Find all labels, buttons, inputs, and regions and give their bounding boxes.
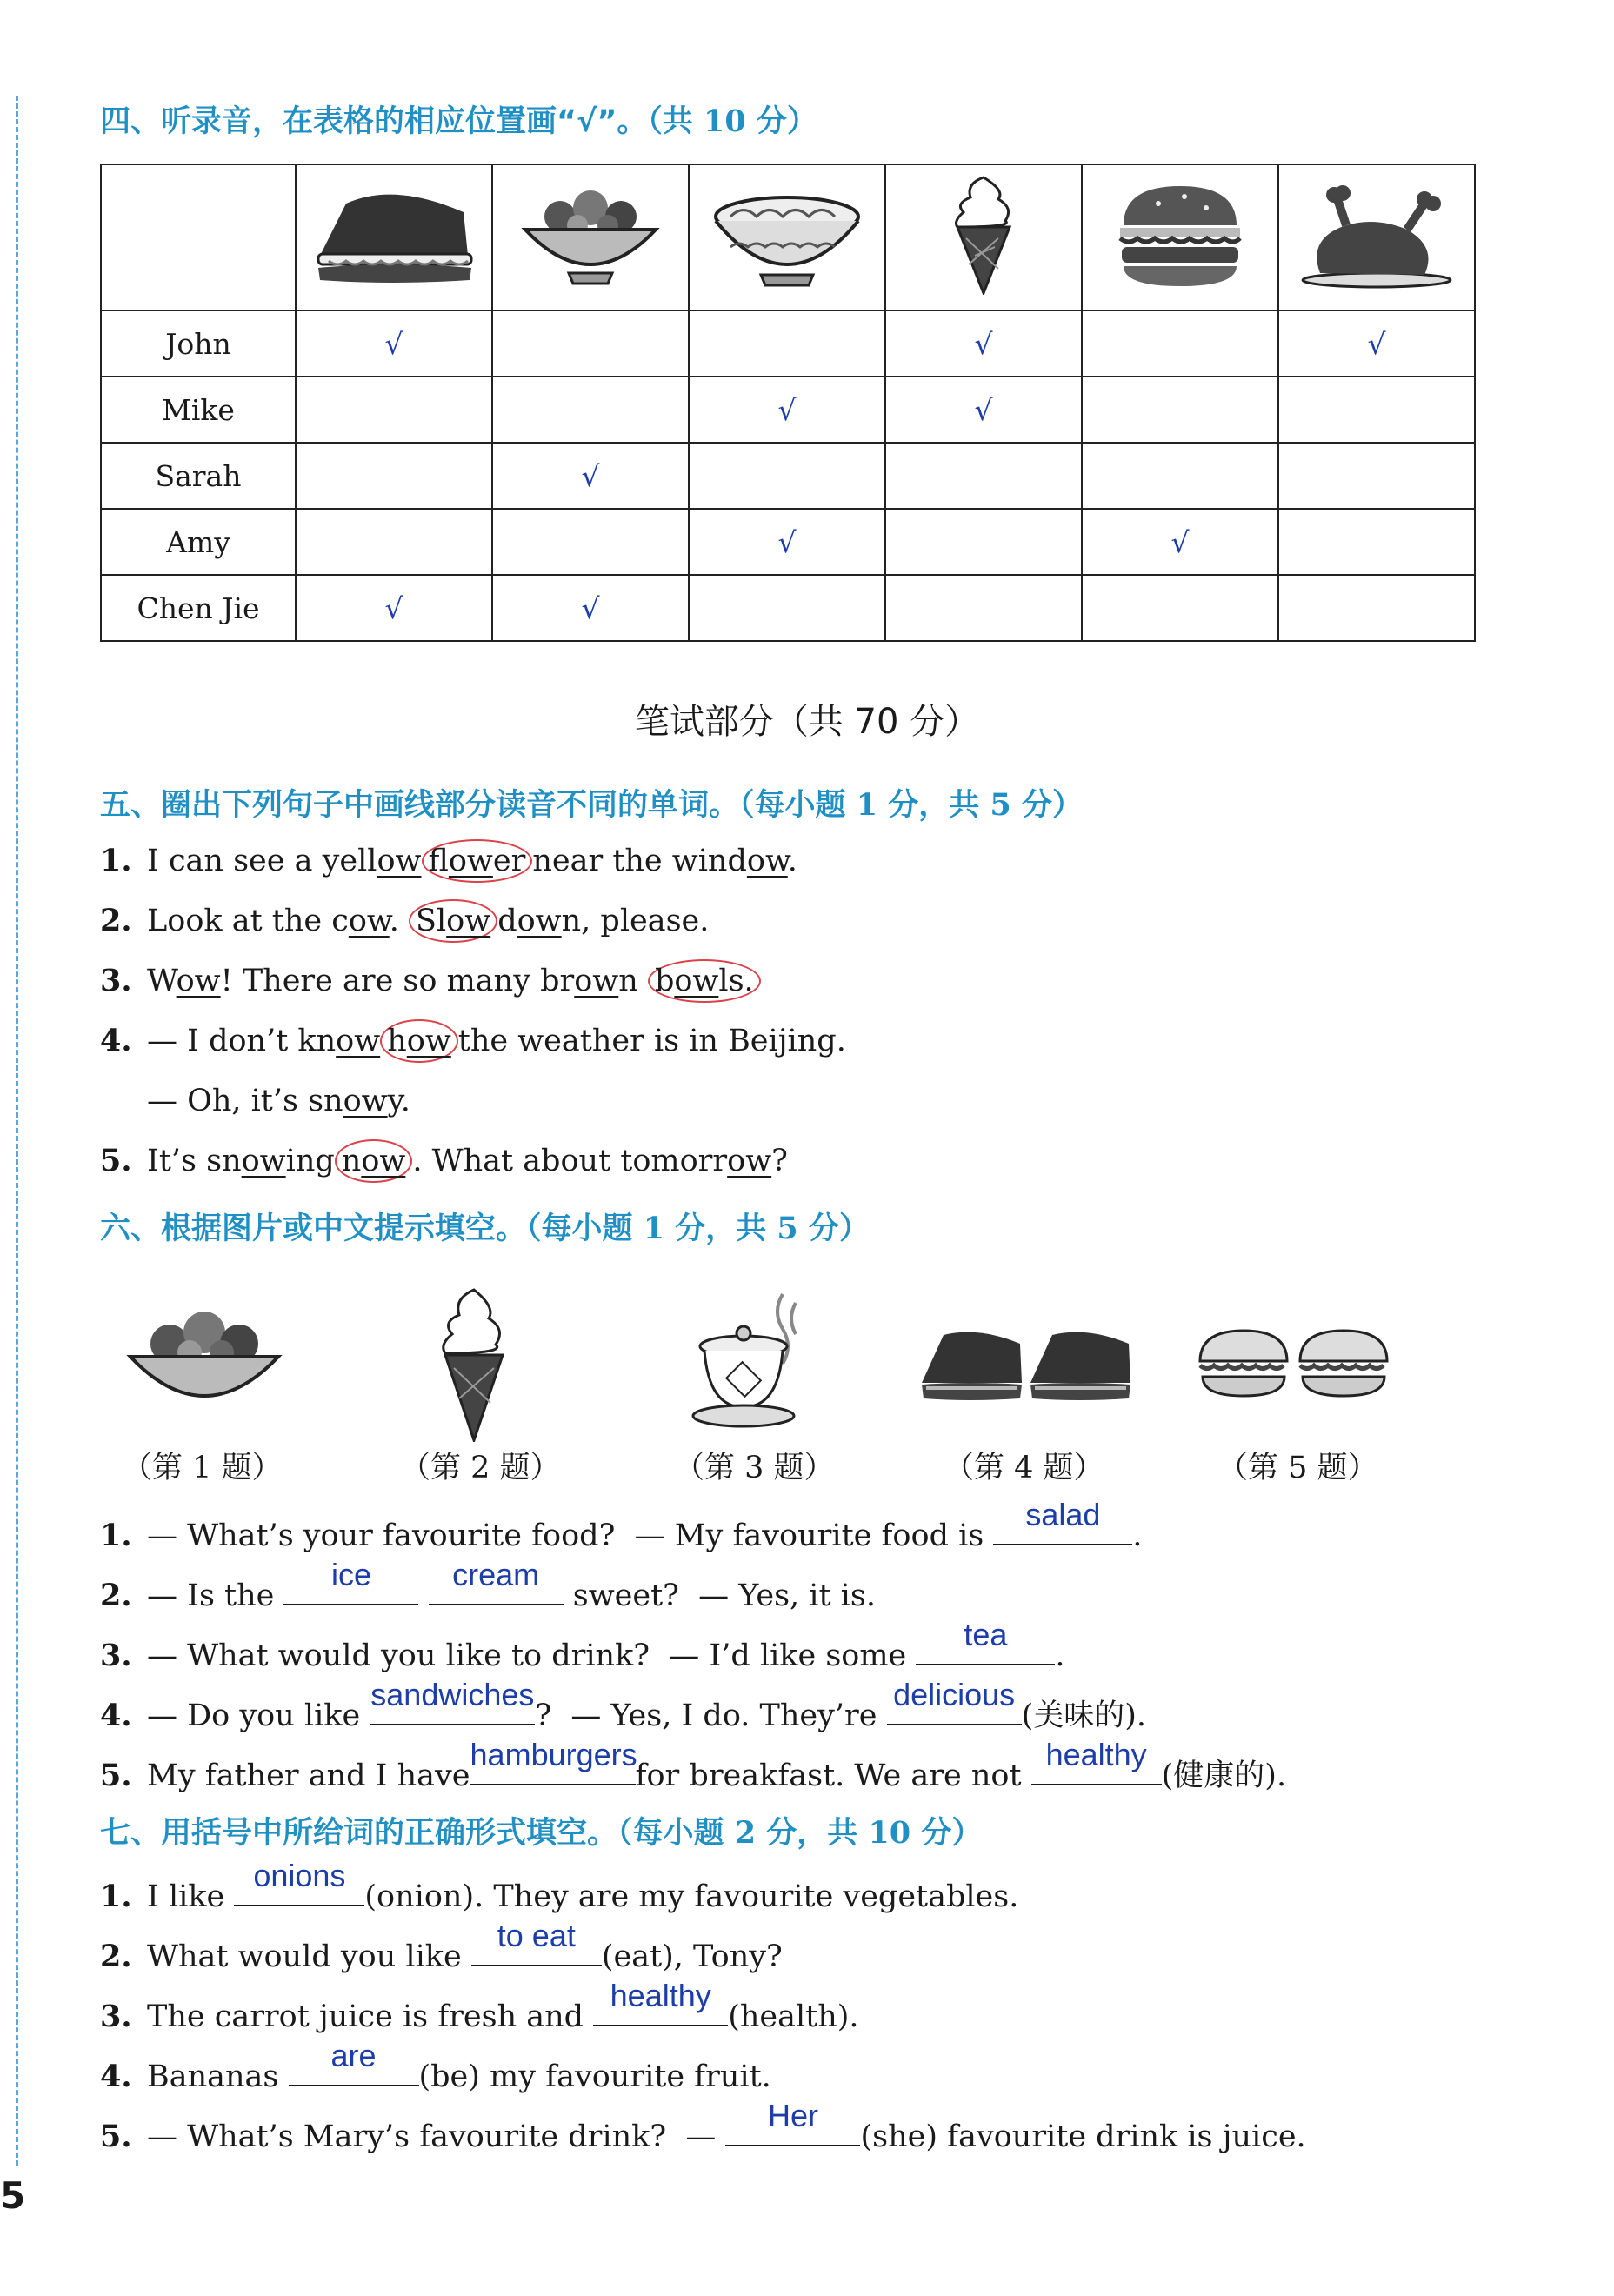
section6-title: 六、根据图片或中文提示填空。（每小题 1 分，共 5 分）	[100, 1211, 870, 1246]
table-row	[101, 310, 1475, 377]
answer: to eat	[497, 1918, 576, 1953]
section5-title: 五、圈出下列句子中画线部分读音不同的单词。（每小题 1 分，共 5 分）	[100, 787, 1083, 823]
salad-icon	[492, 164, 689, 310]
answer: onions	[253, 1858, 346, 1893]
hamburger-icon	[1082, 164, 1278, 310]
caption-3: （第 3 题）	[674, 1451, 835, 1485]
caption-4: （第 4 题）	[944, 1451, 1104, 1485]
answer: are	[330, 2038, 377, 2073]
s5-q3: 3. Wow! There are so many brown bowls.	[100, 959, 761, 1003]
table-row	[101, 575, 1475, 641]
table-row	[101, 509, 1475, 575]
tick-mark: √	[885, 310, 1082, 377]
s6-q1: 1. — What’s your favourite food? — My favourite food is salad .	[100, 1509, 1143, 1558]
tick-mark: √	[296, 575, 492, 641]
answer: sandwiches	[370, 1677, 535, 1712]
corner-cell	[101, 164, 296, 310]
tick-mark: √	[689, 377, 885, 443]
s7-q4: 4. Bananas are (be) my favourite fruit.	[100, 2050, 771, 2099]
answer: ice	[330, 1557, 371, 1592]
answer: delicious	[893, 1677, 1016, 1712]
salad-picture	[122, 1296, 287, 1426]
s6-q5: 5. My father and I have hamburgers for breakfast. We are not healthy (健康的).	[100, 1749, 1286, 1798]
s7-q2: 2. What would you like to eat (eat), Tony?	[100, 1930, 783, 1979]
row-name: John	[101, 310, 296, 377]
s6-q2: 2. — Is the ice cream sweet? — Yes, it is.	[100, 1569, 876, 1618]
ice-cream-picture	[426, 1285, 522, 1442]
s5-q5: 5. It’s snowing now . What about tomorrow?	[100, 1139, 788, 1183]
tick-mark: √	[1278, 310, 1475, 377]
row-name: Amy	[101, 509, 296, 575]
hamburgers-picture	[1196, 1326, 1396, 1405]
table-row	[101, 377, 1475, 443]
sandwich-icon	[296, 164, 492, 310]
row-name: Mike	[101, 377, 296, 443]
chicken-icon	[1278, 164, 1475, 310]
answer: Her	[767, 2098, 818, 2133]
caption-2: （第 2 题）	[400, 1451, 561, 1485]
caption-5: （第 5 题）	[1217, 1451, 1378, 1485]
food-table	[100, 164, 1476, 642]
s5-q1: 1. I can see a yellow flower near the window.	[100, 839, 797, 883]
answer: cream	[452, 1557, 540, 1592]
answer: tea	[964, 1617, 1008, 1652]
answer: healthy	[610, 1978, 711, 2013]
section4-title: 四、听录音，在表格的相应位置画“√”。（共 10 分）	[100, 103, 817, 139]
s5-q4: 4. — I don’t know how the weather is in Beijing.	[100, 1019, 846, 1063]
written-part-title: 笔试部分（共 70 分）	[634, 702, 980, 742]
tick-mark: √	[885, 377, 1082, 443]
table-row	[101, 443, 1475, 509]
tick-mark: √	[492, 575, 689, 641]
caption-1: （第 1 题）	[122, 1451, 283, 1485]
sandwiches-picture	[917, 1322, 1135, 1409]
tick-mark: √	[1082, 509, 1278, 575]
answer: healthy	[1045, 1737, 1147, 1772]
binding-line	[16, 96, 18, 2166]
answer: hamburgers	[470, 1737, 637, 1772]
tick-mark: √	[492, 443, 689, 509]
s5-q4b: — Oh, it’s snowy.	[147, 1084, 410, 1118]
page-number: 5	[0, 2174, 26, 2217]
s7-q1: 1. I like onions (onion). They are my favourite vegetables.	[100, 1870, 1018, 1919]
tick-mark: √	[689, 509, 885, 575]
noodles-icon	[689, 164, 885, 310]
ice-cream-icon	[885, 164, 1082, 310]
row-name: Sarah	[101, 443, 296, 509]
tick-mark: √	[296, 310, 492, 377]
answer: salad	[1025, 1497, 1101, 1532]
tea-picture	[687, 1285, 817, 1442]
s7-q5: 5. — What’s Mary’s favourite drink? — Her (she) favourite drink is juice.	[100, 2110, 1306, 2159]
s6-q3: 3. — What would you like to drink? — I’d like some tea .	[100, 1629, 1065, 1678]
section7-title: 七、用括号中所给词的正确形式填空。（每小题 2 分，共 10 分）	[100, 1815, 983, 1851]
s6-q4: 4. — Do you like sandwiches ? — Yes, I do. They’re delicious (美味的).	[100, 1689, 1146, 1738]
s5-q2: 2. Look at the cow. Slow down, please.	[100, 899, 709, 943]
row-name: Chen Jie	[101, 575, 296, 641]
s7-q3: 3. The carrot juice is fresh and healthy (health).	[100, 1990, 859, 2039]
